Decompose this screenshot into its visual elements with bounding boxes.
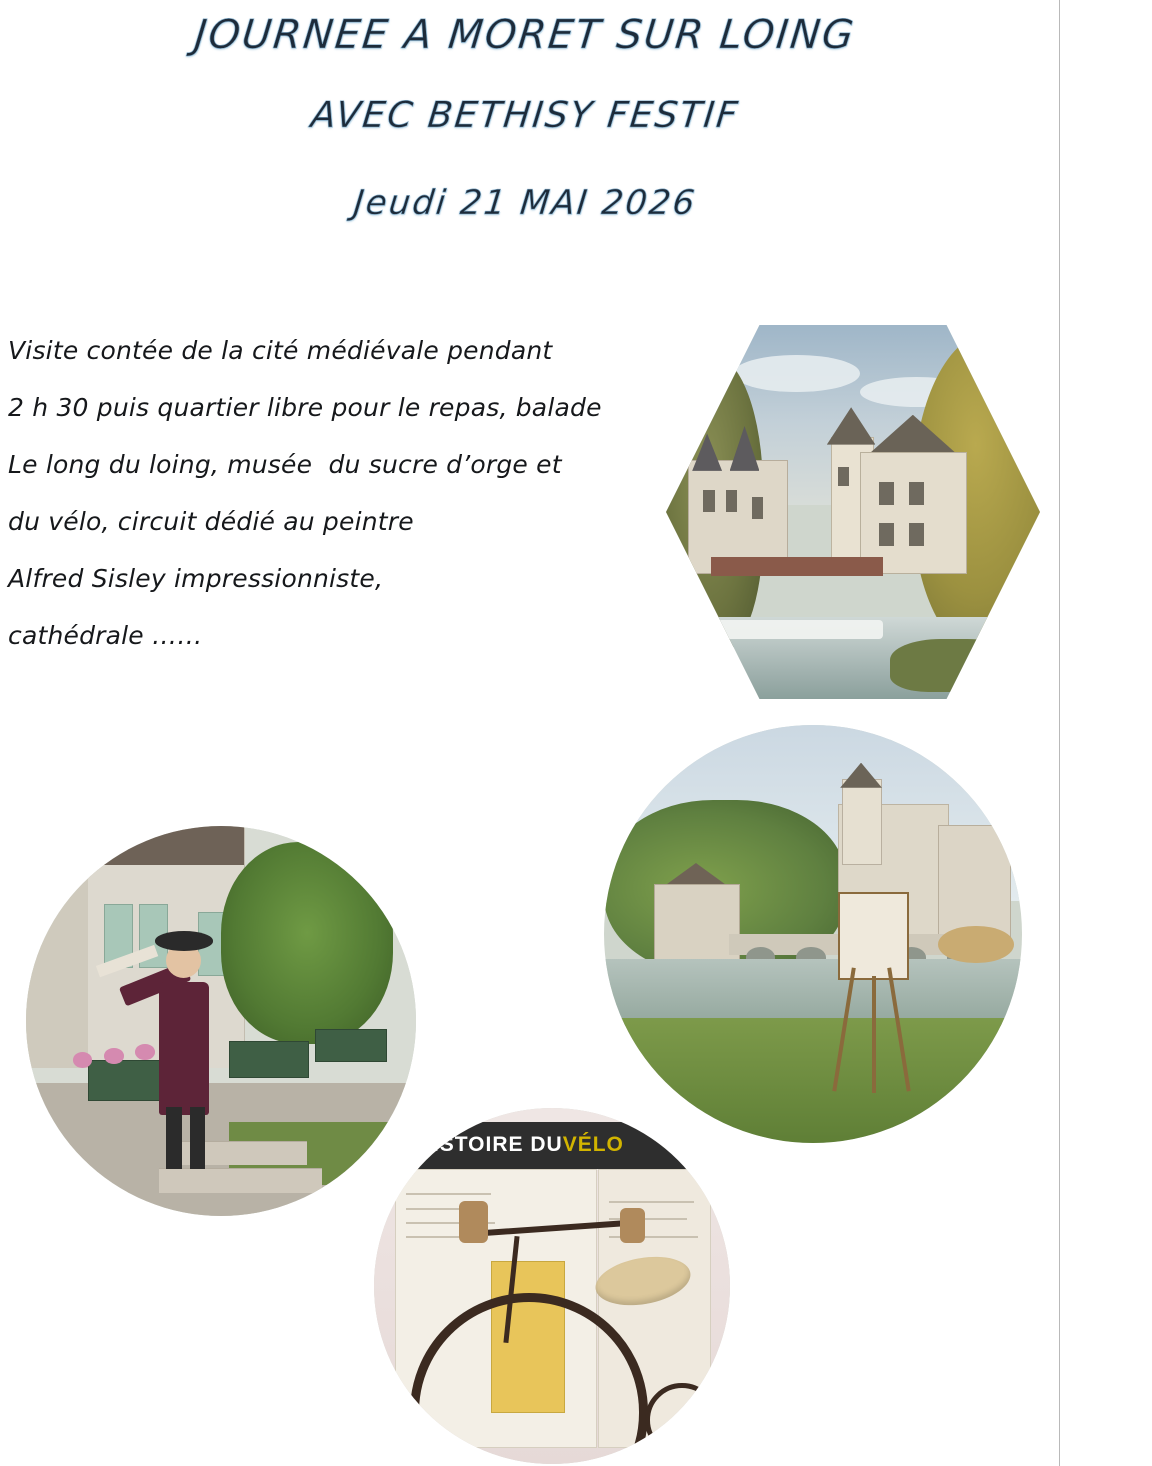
exhibit-panel-heading-text: HISTOIRE DU	[416, 1133, 563, 1157]
description-line-3: Le long du loing, musée du sucre d’orge et	[8, 450, 562, 479]
photo-loing-church-painter	[604, 725, 1022, 1143]
title-line-1: JOURNEE A MORET SUR LOING	[192, 12, 858, 58]
photo-moret-mill-artwork	[666, 325, 1040, 699]
poster-description	[8, 322, 708, 664]
page-margin-area	[1060, 0, 1152, 1466]
photo-costumed-guide	[26, 826, 416, 1216]
exhibit-panel-heading-accent: VÉLO	[562, 1133, 624, 1157]
description-line-2: 2 h 30 puis quartier libre pour le repas, balade	[8, 393, 602, 422]
photo-moret-mill-hexagon	[666, 325, 1040, 699]
description-line-1: Visite contée de la cité médiévale pendant	[8, 336, 553, 365]
exhibit-panel-heading	[417, 1126, 695, 1165]
description-line-6: cathédrale ……	[8, 621, 203, 650]
title-line-3: Jeudi 21 MAI 2026	[351, 182, 699, 223]
photo-costumed-guide-artwork	[26, 826, 416, 1216]
title-line-2: AVEC BETHISY FESTIF	[309, 95, 742, 136]
description-line-5: Alfred Sisley impressionniste,	[8, 564, 384, 593]
description-line-4: du vélo, circuit dédié au peintre	[8, 507, 414, 536]
photo-loing-church-artwork	[604, 725, 1022, 1143]
photo-velocipede-artwork	[374, 1108, 730, 1464]
photo-velocipede-museum	[374, 1108, 730, 1464]
poster-title-block	[0, 10, 1050, 226]
